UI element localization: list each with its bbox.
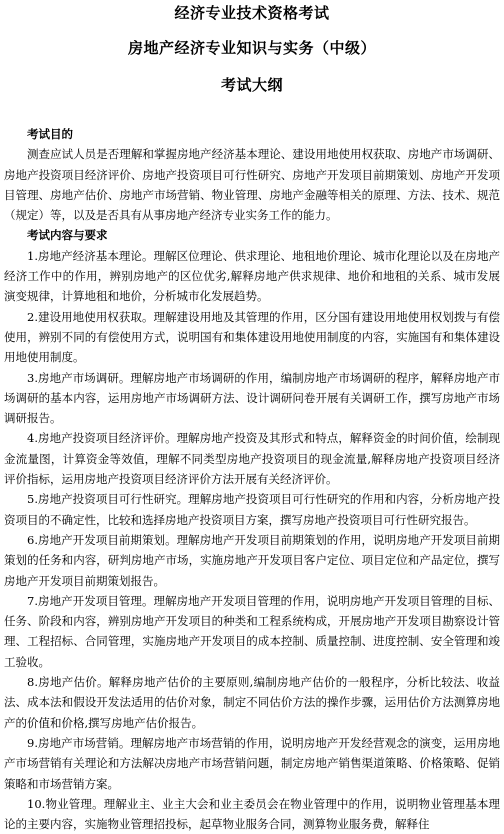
requirement-item: 10.物业管理。理解业主、业主大会和业主委员会在物业管理中的作用，说明物业管理基本理论的主要内容，实施物业管理招投标，起草物业服务合同，测算物业服务费，解释住 <box>4 796 500 832</box>
requirements-heading: 考试内容与要求 <box>27 228 108 243</box>
requirement-item: 1.房地产经济基本理论。理解区位理论、供求理论、地租地价理论、城市化理论以及在房地产经济工作中的作用，辨别房地产的区位优劣,解释房地产供求规律、地价和地租的关系、城市发展演变规律，计算地租和地价，分析城市化发展趋势。 <box>4 248 500 304</box>
requirement-item: 9.房地产市场营销。理解房地产市场营销的作用，说明房地产开发经营观念的演变，运用房地产市场营销有关理论和方法解决房地产市场营销问题，制定房地产销售渠道策略、价格策略、促销策略和市场营销方案。 <box>4 735 500 791</box>
requirement-item: 2.建设用地使用权获取。理解建设用地及其管理的作用，区分国有建设用地使用权划拨与有偿使用，辨别不同的有偿使用方式，说明国有和集体建设用地使用制度的内容，实施国有和集体建设用地使用制度。 <box>4 309 500 365</box>
requirement-item: 4.房地产投资项目经济评价。理解房地产投资及其形式和特点，解释资金的时间价值，绘制现金流量图，计算资金等效值，理解不同类型房地产投资项目的现金流量,解释房地产投资项目经济评价指标，运用房地产投资项目经济评价方法开展有关经济评价。 <box>4 431 500 487</box>
requirement-item: 8.房地产估价。解释房地产估价的主要原则,编制房地产估价的一般程序，分析比较法、收益法、成本法和假设开发法适用的估价对象，制定不同估价方法的操作步骤，运用估价方法测算房地产的价值和价格,撰写房地产估价报告。 <box>4 675 500 730</box>
syllabus-content <box>4 124 500 834</box>
requirement-item: 7.房地产开发项目管理。理解房地产开发项目管理的作用，说明房地产开发项目管理的目标、任务、阶段和内容，辨别房地产开发项目的种类和工程系统构成，开展房地产开发项目勘察设计管理、工程招标、合同管理，实施房地产开发项目的成本控制、质量控制、进度控制、安全管理和竣工验收。 <box>4 593 500 669</box>
syllabus-title: 考试大纲 <box>220 76 283 94</box>
subject-title: 房地产经济专业知识与实务（中级） <box>127 39 376 57</box>
purpose-text: 测查应试人员是否理解和掌握房地产经济基本理论、建设用地使用权获取、房地产市场调研、房地产投资项目经济评价、房地产投资项目可行性研究、房地产开发项目前期策划、房地产开发项目管理、房地产估价、房地产市场营销、物业管理、房地产金融等相关的原理、方法、技术、规范（规定）等，以及是否具有从事房地产经济专业实务工作的能力。 <box>4 147 500 223</box>
purpose-heading: 考试目的 <box>27 127 73 141</box>
requirement-item: 3.房地产市场调研。理解房地产市场调研的作用，编制房地产市场调研的程序，解释房地产市场调研的基本内容，运用房地产市场调研方法、设计调研问卷开展有关调研工作，撰写房地产市场调研报告。 <box>4 370 500 426</box>
requirement-item: 6.房地产开发项目前期策划。理解房地产开发项目前期策划的作用，说明房地产开发项目前期策划的任务和内容，研判房地产市场，实施房地产开发项目客户定位、项目定位和产品定位，撰写房地产开发项目前期策划报告。 <box>4 532 500 588</box>
requirement-item: 5.房地产投资项目可行性研究。理解房地产投资项目可行性研究的作用和内容，分析房地产投资项目的不确定性，比较和选择房地产投资项目方案，撰写房地产投资项目可行性研究报告。 <box>4 492 500 527</box>
exam-title: 经济专业技术资格考试 <box>174 4 330 22</box>
